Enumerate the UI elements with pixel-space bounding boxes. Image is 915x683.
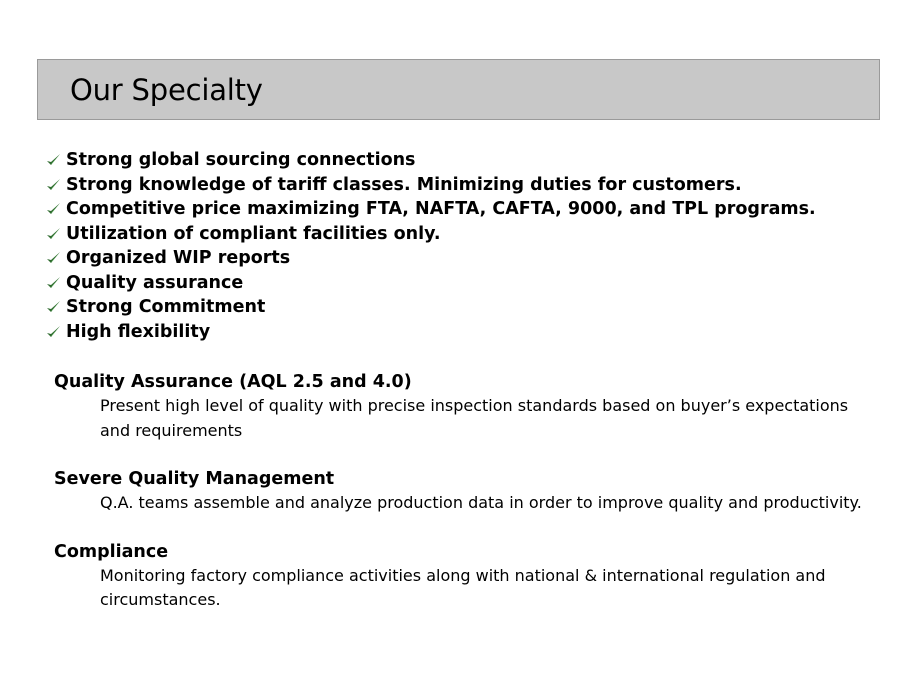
checkmark-icon [46, 178, 61, 192]
section-body: Q.A. teams assemble and analyze production data in order to improve quality and productivity. [100, 493, 862, 512]
checkmark-icon [46, 202, 61, 216]
section-heading: Severe Quality Management [54, 469, 335, 489]
checklist-item [46, 320, 816, 345]
checklist-item-label: Quality assurance [66, 272, 244, 293]
checklist-item-label: Organized WIP reports [66, 248, 291, 269]
checklist-item-label: High flexibility [66, 321, 211, 342]
title-bar [37, 59, 880, 120]
checklist-item-label: Strong global sourcing connections [66, 150, 416, 171]
checklist-item [46, 148, 816, 173]
page-title: Our Specialty [70, 73, 263, 107]
checklist-item [46, 271, 816, 296]
checklist-item [46, 173, 816, 198]
checklist-item-label: Strong Commitment [66, 297, 266, 318]
checklist-item-label: Strong knowledge of tariff classes. Minimizing duties for customers. [66, 174, 742, 195]
checklist-item-label: Competitive price maximizing FTA, NAFTA, CAFTA, 9000, and TPL programs. [66, 199, 816, 220]
section-heading: Quality Assurance (AQL 2.5 and 4.0) [54, 372, 412, 392]
specialty-checklist [46, 148, 816, 344]
checkmark-icon [46, 227, 61, 241]
checklist-item-label: Utilization of compliant facilities only. [66, 223, 441, 244]
section-body: Present high level of quality with precise inspection standards based on buyer’s expectations and requirements [100, 396, 849, 440]
checklist-item [46, 197, 816, 222]
checkmark-icon [46, 300, 61, 314]
checkmark-icon [46, 153, 61, 167]
detail-sections [54, 370, 894, 637]
checkmark-icon [46, 325, 61, 339]
section-body: Monitoring factory compliance activities along with national & international regulation and circumstances. [100, 565, 826, 609]
checklist-item [46, 246, 816, 271]
checkmark-icon [46, 251, 61, 265]
checklist-item [46, 222, 816, 247]
section-heading: Compliance [54, 541, 169, 562]
section-compliance [54, 540, 894, 613]
section-quality-assurance [54, 370, 894, 443]
checklist-item [46, 295, 816, 320]
checkmark-icon [46, 276, 61, 290]
section-severe-quality-management [54, 467, 894, 516]
